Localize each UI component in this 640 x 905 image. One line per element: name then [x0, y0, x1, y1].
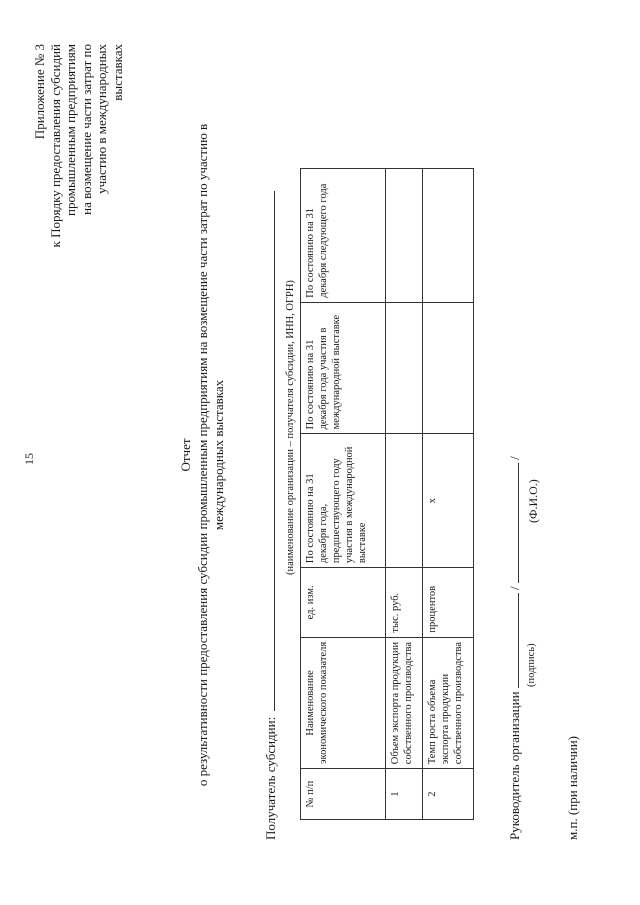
report-heading: Отчет	[178, 438, 193, 472]
appendix-line: участию в международных	[94, 44, 109, 194]
table-row	[423, 169, 474, 820]
indicators-table	[300, 168, 474, 820]
table-cell: Темп роста объема экспорта продукции собственного производства	[423, 637, 474, 769]
signature-caption: (подпись)	[526, 643, 537, 687]
signature-label: Руководитель организации	[507, 691, 522, 840]
table-header-row	[301, 169, 386, 820]
name-blank-line	[506, 463, 519, 583]
signature-slash: /	[507, 586, 522, 590]
recipient-blank-line	[262, 191, 275, 711]
appendix-line: Приложение № 3	[32, 44, 47, 140]
table-row	[386, 169, 423, 820]
table-cell: процентов	[423, 568, 474, 637]
header-cell: Наименование экономического показателя	[301, 637, 386, 769]
page-number: 15	[22, 453, 36, 465]
appendix-header	[32, 44, 125, 404]
seal-label: м.п. (при наличии)	[565, 736, 580, 840]
table-cell: Объем экспорта продукции собственного производства	[386, 637, 423, 769]
table-cell: тыс. руб.	[386, 568, 423, 637]
header-cell: № п/п	[301, 769, 386, 820]
report-subtitle-line: о результативности предоставления субсидии промышленным предприятиям на возмещение части затрат по участию в	[195, 123, 210, 787]
signature-blank-line	[506, 593, 519, 688]
appendix-line: к Порядку предоставления субсидий	[47, 44, 63, 248]
table-cell	[386, 434, 423, 568]
header-cell: По состоянию на 31 декабря следующего года	[301, 169, 386, 303]
header-cell: По состоянию на 31 декабря года, предшествующего году участия в международной выставке	[301, 434, 386, 568]
recipient-note: (наименование организации – получателя субсидии, ИНН, ОГРН)	[285, 280, 296, 575]
table-cell	[423, 169, 474, 303]
table-cell: 2	[423, 769, 474, 820]
table-cell	[386, 302, 423, 434]
name-caption: (Ф.И.О.)	[526, 479, 540, 523]
signature-slash: /	[507, 456, 522, 460]
signature-row	[506, 456, 523, 840]
table-cell: 1	[386, 769, 423, 820]
appendix-line: промышленным предприятиям	[63, 44, 78, 216]
recipient-row	[262, 40, 279, 840]
report-subtitle-line: международных выставках	[211, 379, 226, 531]
report-title	[178, 75, 227, 835]
appendix-line: на возмещение части затрат по	[78, 44, 94, 215]
table-cell	[423, 302, 474, 434]
table-cell	[386, 169, 423, 303]
header-cell: ед. изм.	[301, 568, 386, 637]
header-cell: По состоянию на 31 декабря года участия в международной выставке	[301, 302, 386, 434]
recipient-label: Получатель субсидии:	[263, 716, 278, 840]
appendix-line: выставках	[109, 44, 125, 101]
table-cell: х	[423, 434, 474, 568]
